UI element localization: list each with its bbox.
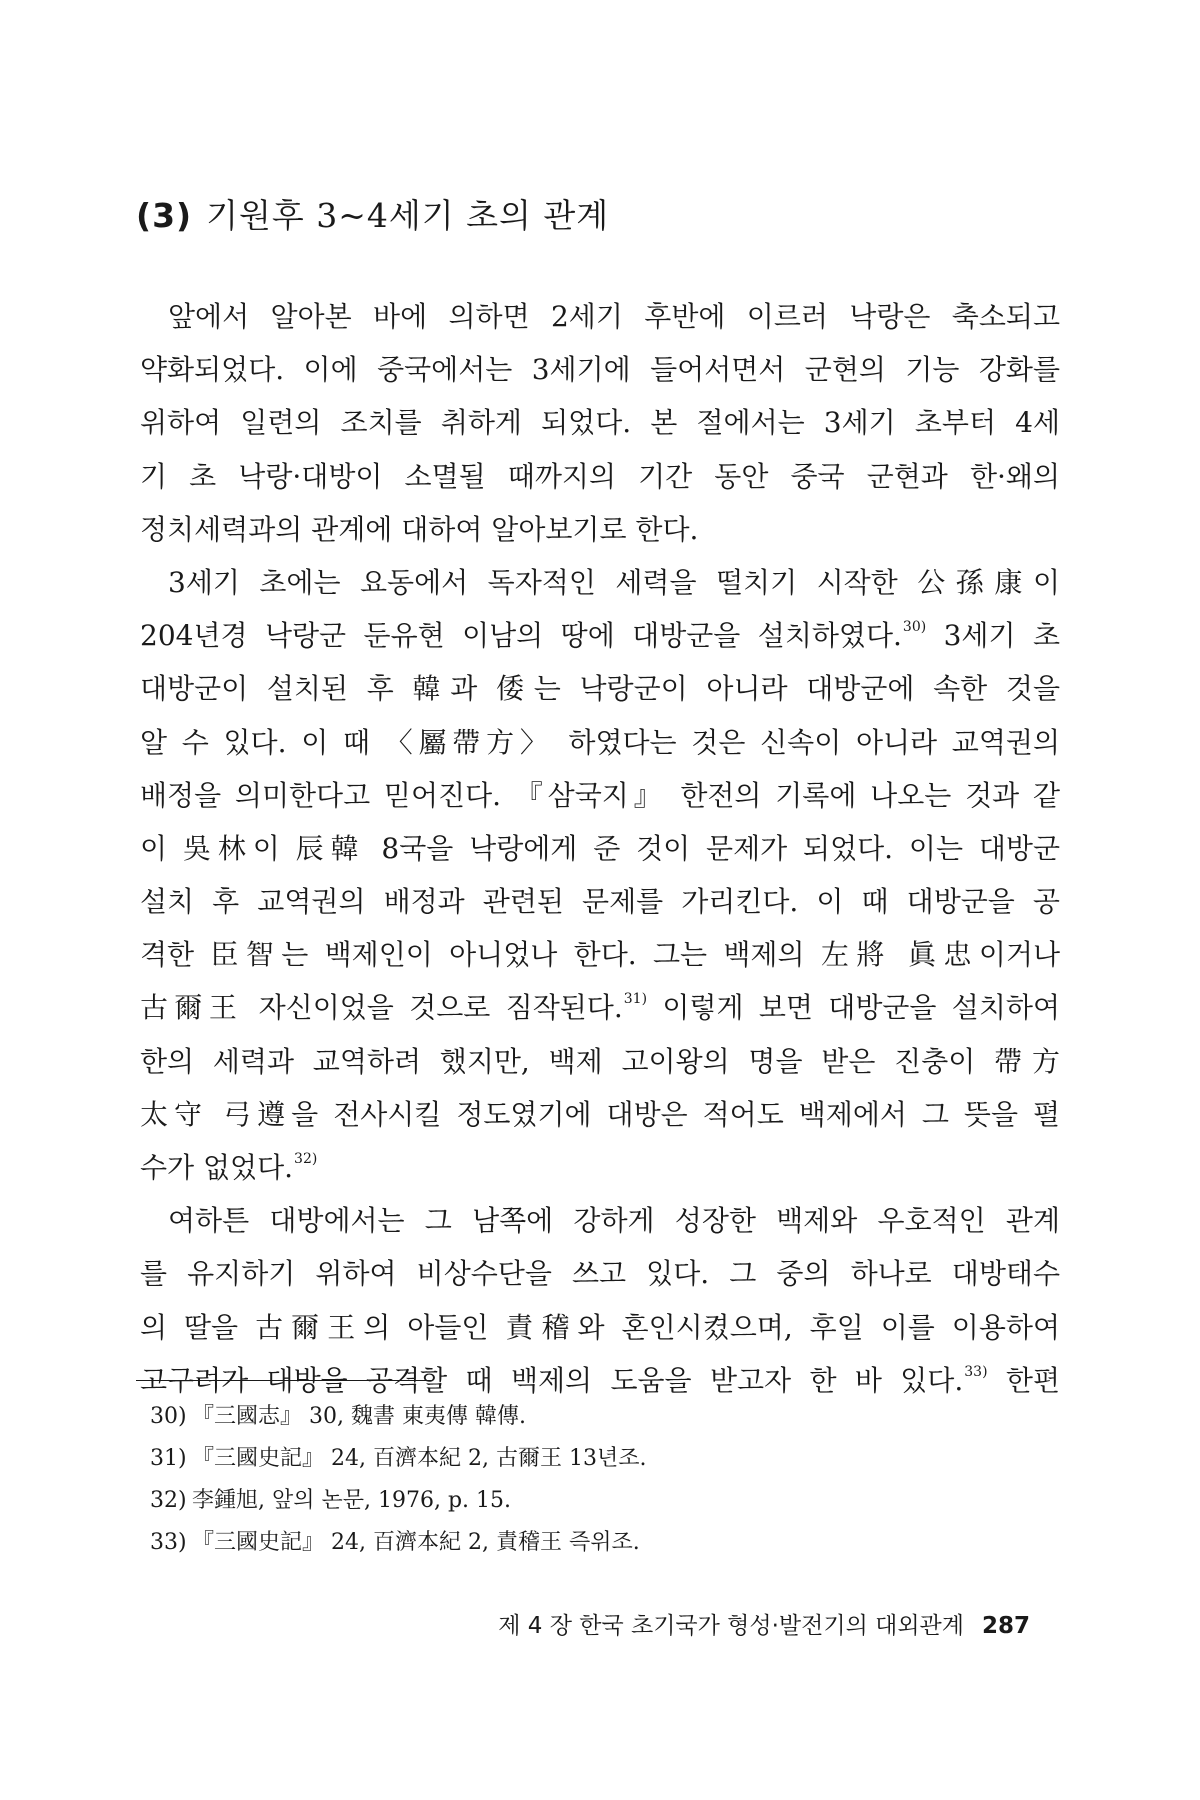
text-line: 설치 후 교역권의 배정과 관련된 문제를 가리킨다. 이 때 대방군을 공 [140, 885, 1060, 919]
footnote-number: 33) [150, 1530, 187, 1555]
text-line: 의 딸을 古爾王의 아들인 責稽와 혼인시켰으며, 후일 이를 이용하여 [140, 1310, 1060, 1344]
text-line: 기 초 낙랑·대방이 소멸될 때까지의 기간 동안 중국 군현과 한·왜의 [140, 459, 1060, 493]
footnote-ref: 33) [964, 1363, 988, 1380]
line-text: 古爾王 자신이었을 것으로 짐작된다. [140, 991, 623, 1025]
text-line: 여하튼 대방에서는 그 남쪽에 강하게 성장한 백제와 우호적인 관계 [168, 1204, 1060, 1238]
text-line: 약화되었다. 이에 중국에서는 3세기에 들어서면서 군현의 기능 강화를 [140, 353, 1060, 387]
text-line: 격한 臣智는 백제인이 아니었나 한다. 그는 백제의 左將 眞忠이거나 [140, 938, 1060, 972]
text-line: 太守 弓遵을 전사시킬 정도였기에 대방은 적어도 백제에서 그 뜻을 펼 [140, 1097, 1060, 1131]
footnote [150, 1396, 1030, 1438]
text-line: 앞에서 알아본 바에 의하면 2세기 후반에 이르러 낙랑은 축소되고 [168, 300, 1060, 333]
section-heading [136, 190, 609, 237]
footnote-ref: 31) [623, 991, 648, 1008]
text-line: 를 유지하기 위하여 비상수단을 쓰고 있다. 그 중의 하나로 대방태수 [140, 1257, 1060, 1291]
text-line [140, 609, 1060, 662]
text-line [140, 981, 1060, 1034]
footnote-number: 31) [150, 1446, 187, 1471]
line-text: 204년경 낙랑군 둔유현 이남의 땅에 대방군을 설치하였다. [140, 619, 902, 653]
footnote-ref: 30) [902, 619, 927, 636]
text-line: 한의 세력과 교역하려 했지만, 백제 고이왕의 명을 받은 진충이 帶方 [140, 1044, 1060, 1078]
text-line: 대방군이 설치된 후 韓과 倭는 낙랑군이 아니라 대방군에 속한 것을 [140, 672, 1060, 706]
line-text: 고구려가 대방을 공격할 때 백제의 도움을 받고자 한 바 있다. [140, 1363, 964, 1397]
line-text: 수가 없었다. [140, 1151, 294, 1184]
footnote-text: 『三國史記』 24, 百濟本紀 2, 責稽王 즉위조. [192, 1530, 640, 1555]
section-title: 기원후 3~4세기 초의 관계 [206, 196, 610, 235]
footnote-text: 『三國史記』 24, 百濟本紀 2, 古爾王 13년조. [192, 1446, 647, 1471]
text-line: 배정을 의미한다고 믿어진다. 『삼국지』 한전의 기록에 나오는 것과 같 [140, 778, 1060, 812]
text-line [140, 1141, 1060, 1194]
line-text: 이렇게 보면 대방군을 설치하여 [647, 991, 1060, 1025]
body-text [140, 290, 1060, 1407]
footnote-number: 30) [150, 1404, 187, 1429]
footnotes [150, 1396, 1030, 1564]
text-line: 위하여 일련의 조치를 취하게 되었다. 본 절에서는 3세기 초부터 4세 [140, 406, 1060, 440]
page-number: 287 [981, 1613, 1030, 1639]
text-line: 3세기 초에는 요동에서 독자적인 세력을 떨치기 시작한 公孫康이 [168, 565, 1060, 599]
footnote-divider [136, 1380, 432, 1381]
footnote-text: 李鍾旭, 앞의 논문, 1976, p. 15. [192, 1488, 512, 1513]
footnote [150, 1480, 1030, 1522]
running-head: 제 4 장 한국 초기국가 형성·발전기의 대외관계 [498, 1613, 964, 1639]
line-text: 한편 [987, 1363, 1060, 1397]
page-footer [498, 1607, 1030, 1640]
text-line: 알 수 있다. 이 때 〈屬帶方〉 하였다는 것은 신속이 아니라 교역권의 [140, 725, 1060, 759]
text-line: 정치세력과의 관계에 대하여 알아보기로 한다. [140, 512, 699, 546]
footnote-text: 『三國志』 30, 魏書 東夷傳 韓傳. [192, 1404, 526, 1429]
footnote-ref: 32) [294, 1151, 318, 1167]
section-number: (3) [136, 196, 193, 235]
line-text: 3세기 초 [926, 619, 1060, 653]
footnote-number: 32) [150, 1488, 187, 1513]
text-line: 이 吳林이 辰韓 8국을 낙랑에게 준 것이 문제가 되었다. 이는 대방군 [140, 831, 1060, 865]
footnote [150, 1522, 1030, 1564]
footnote [150, 1438, 1030, 1480]
